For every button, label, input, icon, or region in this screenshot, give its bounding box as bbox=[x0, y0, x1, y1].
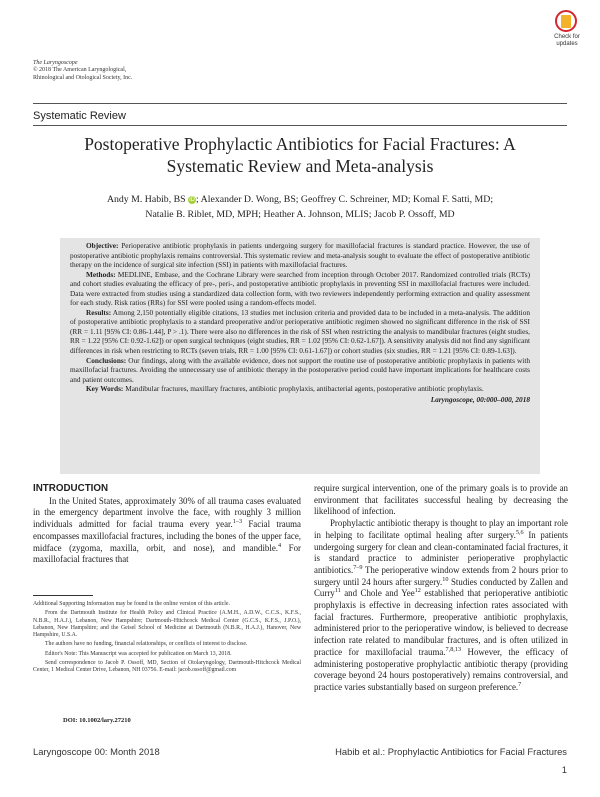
abstract-citation: Laryngoscope, 00:000–000, 2018 bbox=[430, 394, 530, 404]
page-number: 1 bbox=[561, 764, 567, 775]
methods-label: Methods: bbox=[86, 269, 116, 279]
footnote-rule bbox=[33, 595, 93, 596]
objective-label: Objective: bbox=[86, 241, 119, 250]
journal-society: Rhinological and Otological Society, Inc. bbox=[33, 74, 133, 81]
footnote-editor-note: Editor's Note: This Manuscript was accepted for publication on March 13, 2018. bbox=[45, 650, 232, 657]
authors-line2: Natalie B. Riblet, MD, MPH; Heather A. Johnson, MLIS; Jacob P. Ossoff, MD bbox=[145, 208, 455, 220]
authors-rest: ; Alexander D. Wong, BS; Geoffrey C. Schreiner, MD; Komal F. Satti, MD; bbox=[196, 194, 494, 205]
footer-journal: Laryngoscope 00: Month 2018 bbox=[33, 746, 160, 757]
methods-text: MEDLINE, Embase, and the Cochrane Library were searched from inception through October 2017. Randomized controlled trials (RCTs) and cohort studies evaluating the efficacy of pre-, peri-, and postoperative antibiotic prophylaxis in preventing SSI in maxillofacial fractures were included. Data were extracted from studies using a standardized data collection form, with two reviewers independently performing extraction and quality assessment for each study. Risk ratios (RRs) for SSI were pooled using a random-effects model. bbox=[70, 269, 531, 308]
intro-paragraph: In the United States, approximately 30% of all trauma cases evaluated in the emergency department involve the face, with roughly 3 million individuals admitted for facial trauma every year.$^{1-3}$ Facial trauma encompasses maxillofacial fractures, including the bones of the upper face, midface (zygoma, maxilla, orbit, and nose), and mandible.$^4$ For maxillofacial fractures that bbox=[33, 495, 301, 565]
right-paragraph-prophylaxis: Prophylactic antibiotic therapy is thought to play an important role in helping to facilitate optimal healing after surgery.$^{5,6}$ In patients undergoing surgery for clean and clean-contaminated facial fractures, it is standard practice to administer perioperative prophylactic antibiotics.$^{7-9}$ The perioperative window extends from 2 hours prior to surgery until 24 hours after surgery.$^{10}$ Studies conducted by Zallen and Curry$^{11}$ and Chole and Yee$^{12}$ established that perioperative antibiotic prophylaxis is effective in decreasing infection rates associated with facial fractures. Furthermore, preoperative antibiotic prophylaxis, administered prior to the perioperative window, is believed to decrease infection rate related to mandibular fractures, and is often utilized in practice for maxillofacial trauma.$^{7,8,13}$ However, the efficacy of administering postoperative prophylactic antibiotic therapy (providing coverage beyond 24 hours postoperatively) remains controversial, and practice varies substantially based on surgeon preference.$^7$ bbox=[314, 518, 569, 692]
footnote-disclosure: The authors have no funding, financial relationships, or conflicts of interest to disclose. bbox=[45, 641, 248, 648]
left-column bbox=[33, 483, 301, 566]
article-title bbox=[33, 133, 567, 177]
keywords-label: Key Words: bbox=[86, 384, 124, 394]
results-label: Results: bbox=[86, 307, 112, 317]
title-line2: Systematic Review and Meta-analysis bbox=[166, 156, 434, 176]
check-for-updates-badge[interactable] bbox=[545, 10, 589, 56]
journal-copyright: © 2018 The American Laryngological, bbox=[33, 67, 127, 74]
author-list bbox=[50, 193, 550, 222]
section-label: Systematic Review bbox=[33, 110, 126, 122]
footnote-correspondence: Send correspondence to Jacob P. Ossoff, MD, Section of Otolaryngology, Dartmouth-Hitchcock Medical Center, 1 Medical Center Drive, Lebanon, NH 03756. E-mail: jacob.ossoff@gmail.com bbox=[33, 660, 301, 674]
right-paragraph-continued: require surgical intervention, one of the primary goals is to provide an environment that facilitates successful healing by decreasing the likelihood of infection. bbox=[314, 483, 568, 517]
footer-running-title: Habib et al.: Prophylactic Antibiotics for Facial Fractures bbox=[335, 746, 567, 757]
doi: DOI: 10.1002/lary.27210 bbox=[63, 717, 131, 724]
footnotes bbox=[33, 601, 301, 677]
author-first: Andy M. Habib, BS bbox=[106, 194, 186, 205]
intro-heading: INTRODUCTION bbox=[33, 483, 109, 494]
journal-info bbox=[33, 60, 293, 82]
top-rule bbox=[33, 103, 567, 104]
conclusions-text: Our findings, along with the available evidence, does not support the routine use of postoperative antibiotic prophylaxis in patients with maxillofacial fractures. Avoiding the unnecessary use of antibiotic therapy in the postoperative period could have important implications for healthcare costs and patient outcomes. bbox=[70, 355, 530, 384]
badge-line1: Check for bbox=[554, 34, 580, 40]
abstract-box bbox=[60, 238, 540, 474]
orcid-icon[interactable]: iD bbox=[189, 197, 195, 203]
footnote-affiliations: From the Dartmouth Institute for Health Policy and Clinical Practice (A.M.H., A.D.W., C.C.S., K.F.S., N.B.R., H.A.J.), Lebanon, New Hampshire; Dartmouth–Hitchcock Medical Center (G.C.S., K.F.S., J.P.O.), Lebanon, New Hampshire; and the Geisel School of Medicine at Dartmouth (N.B.R., H.A.J.), Hanover, New Hampshire, U.S.A. bbox=[33, 610, 301, 639]
keywords-text: Mandibular fractures, maxillary fractures, antibiotic prophylaxis, antibacterial agents, postoperative antibiotic prophylaxis. bbox=[125, 384, 484, 394]
badge-line2: updates bbox=[556, 41, 578, 47]
title-line1: Postoperative Prophylactic Antibiotics for Facial Fractures: A bbox=[84, 134, 516, 154]
conclusions-label: Conclusions: bbox=[86, 355, 127, 365]
results-text: Among 2,150 potentially eligible citations, 13 studies met inclusion criteria and provided data to be included in a meta-analysis. The addition of postoperative antibiotic prophylaxis to a standard preoperative and/or perioperative antibiotic regimen showed no significant difference in the risk of SSI (RR = 1.11 [95% CI: 0.86-1.44], P > .1). There were also no differences in the risk of SSI when restricting the analysis to mandibular fractures (eight studies, RR = 1.22 [95% CI: 0.92-1.62]) or open surgical techniques (eight studies, RR = 1.02 [95% CI: 0.62-1.67]). A sensitivity analysis did not find any significant differences in risk when restricting to RCTs (seven trials, RR = 1.00 [95% CI: 0.61-1.67]) or cohort studies (six studies, RR = 1.21 [95% CI: 0.89-1.63]). bbox=[70, 307, 531, 356]
section-rule bbox=[33, 125, 567, 126]
bookmark-icon bbox=[555, 10, 577, 32]
journal-name: The Laryngoscope bbox=[33, 60, 78, 66]
objective-text: Perioperative antibiotic prophylaxis in patients undergoing surgery for maxillofacial fractures is standard practice. However, the use of postoperative antibiotic prophylaxis remains controversial. This systematic review and meta-analysis sought to evaluate the effect of postoperative antibiotic therapy on the incidence of surgical site infection (SSI) in patients with maxillofacial fractures. bbox=[70, 241, 530, 270]
footnote-supporting: Additional Supporting Information may be found in the online version of this article. bbox=[33, 601, 230, 607]
right-column bbox=[314, 483, 568, 694]
